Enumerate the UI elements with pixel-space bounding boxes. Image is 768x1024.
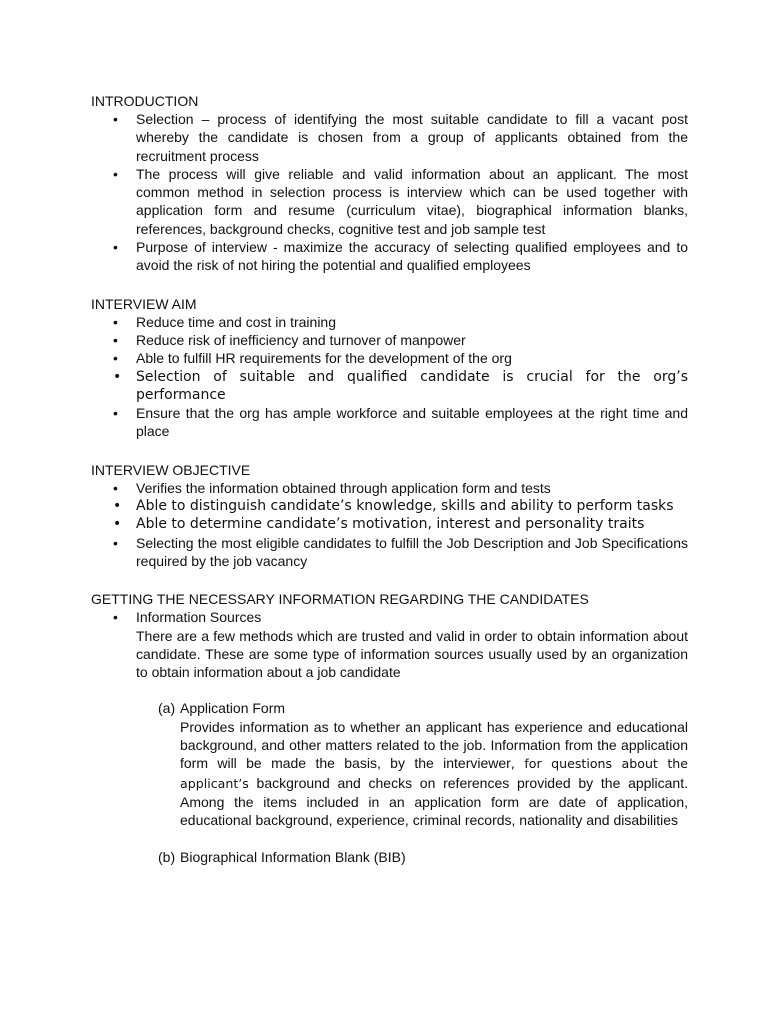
introduction-list (91, 110, 688, 275)
interview-aim-list (91, 313, 688, 441)
information-sources-sublist (91, 699, 688, 865)
information-sources-body: There are a few methods which are trusted and valid in order to obtain information about candidate. These are some type of information sources usually used by an organization to obtain information about a job candidate (136, 627, 688, 681)
body-text: , for questions about the applicant’s (180, 756, 689, 791)
bib-title: Biographical Information Blank (BIB) (180, 848, 406, 865)
list-item: • Reduce time and cost in training (91, 313, 688, 331)
heading-necessary-information: GETTING THE NECESSARY INFORMATION REGARDING THE CANDIDATES (91, 591, 589, 608)
list-item: • The process will give reliable and valid information about an applicant. The most common method in selection process is interview which can be used together with application form and resume (curriculum vitae), biographical information blanks, references, background checks, cognitive test and job sample test (91, 165, 688, 238)
list-item: • Able to determine candidate’s motivation, interest and personality traits (91, 515, 688, 533)
list-item: • Able to fulfill HR requirements for the development of the org (91, 349, 688, 367)
heading-introduction: INTRODUCTION (91, 93, 199, 109)
application-form-body (180, 718, 688, 830)
list-item: • Reduce risk of inefficiency and turnover of manpower (91, 331, 688, 349)
information-sources-title: • Information Sources (136, 609, 262, 626)
list-item: • Selection of suitable and qualified candidate is crucial for the org’s performance (91, 368, 688, 405)
information-list (91, 608, 688, 681)
heading-interview-aim: INTERVIEW AIM (91, 295, 197, 312)
list-item: • Purpose of interview - maximize the accuracy of selecting qualified employees and to avoid the risk of not hiring the potential and qualified employees (91, 238, 688, 275)
sublist-marker: (b) (158, 848, 176, 865)
list-item: • Selection – process of identifying the most suitable candidate to fill a vacant post whereby the candidate is chosen from a group of applicants obtained from the recruitment process (91, 110, 688, 165)
sublist-marker: (a) (158, 700, 176, 717)
body-text: Provides information as to whether an applicant has experience and educational background, and other matters related to the job. Information from the application form will be made the basis, by the interviewer (180, 718, 688, 772)
application-form-title: Application Form (180, 700, 286, 717)
list-item: • Ensure that the org has ample workforce and suitable employees at the right time and place (91, 404, 688, 441)
list-item: • Selecting the most eligible candidates to fulfill the Job Description and Job Specifications required by the job vacancy (91, 534, 688, 571)
heading-interview-objective: INTERVIEW OBJECTIVE (91, 461, 251, 478)
list-item (91, 608, 688, 681)
interview-objective-list (91, 479, 688, 570)
list-item: • Able to distinguish candidate’s knowledge, skills and ability to perform tasks (91, 497, 688, 515)
list-item: • Verifies the information obtained through application form and tests (91, 479, 688, 497)
list-item (91, 848, 688, 866)
list-item (91, 699, 688, 829)
body-text: background and checks on references provided by the applicant. Among the items included in an application form are date of application, educational background, experience, criminal records, nationality and disabilities (180, 774, 688, 829)
